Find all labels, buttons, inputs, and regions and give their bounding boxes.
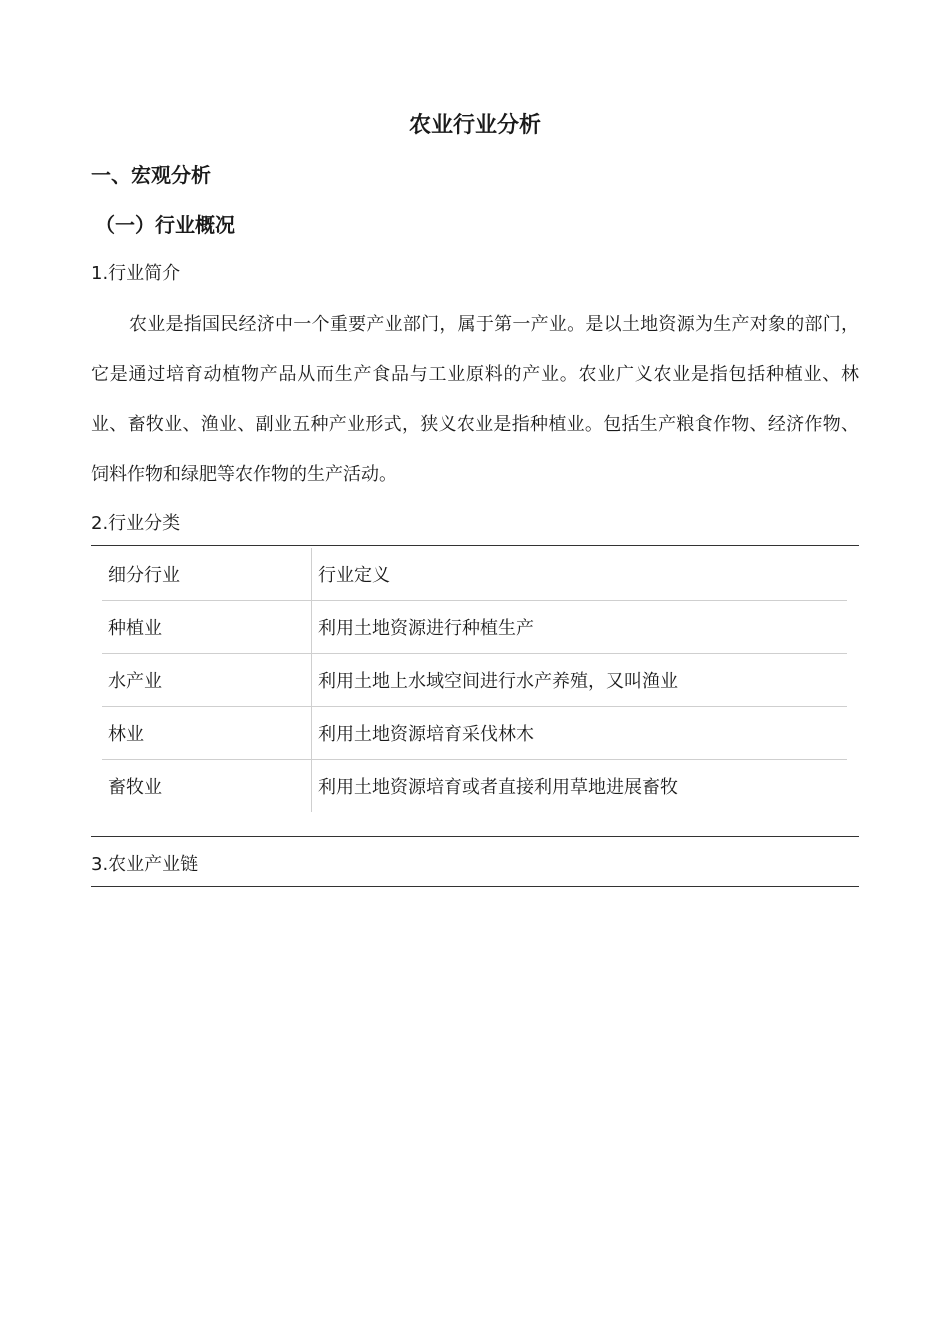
table-bottom-rule (91, 836, 859, 837)
table-top-rule (91, 545, 859, 546)
table-header-row (102, 548, 847, 601)
table-cell-definition: 利用土地上水域空间进行水产养殖，又叫渔业 (312, 654, 848, 707)
table-row (102, 760, 847, 813)
table-cell-industry: 种植业 (102, 601, 312, 654)
table-cell-industry: 畜牧业 (102, 760, 312, 813)
table-row (102, 707, 847, 760)
subsection-heading-overview: （一）行业概况 (95, 213, 235, 237)
table-cell-industry: 林业 (102, 707, 312, 760)
item-heading-intro: 1.行业简介 (91, 263, 181, 284)
intro-paragraph: 农业是指国民经济中一个重要产业部门，属于第一产业。是以土地资源为生产对象的部门，它是通过培育动植物产品从而生产食品与工业原料的产业。农业广义农业是指包括种植业、林业、畜牧业、渔业、副业五种产业形式，狭义农业是指种植业。包括生产粮食作物、经济作物、饲料作物和绿肥等农作物的生产活动。 (91, 314, 859, 485)
item-heading-chain: 3.农业产业链 (91, 854, 199, 875)
table-cell-definition: 利用土地资源培育采伐林木 (312, 707, 848, 760)
section-bottom-rule (91, 886, 859, 887)
table-cell-industry: 水产业 (102, 654, 312, 707)
table-cell-definition: 利用土地资源培育或者直接利用草地进展畜牧 (318, 777, 678, 798)
classification-table (102, 548, 847, 812)
table-header-cell: 细分行业 (102, 548, 312, 601)
table-row (102, 601, 847, 654)
table-cell-definition: 利用土地资源进行种植生产 (312, 601, 848, 654)
item-heading-classification: 2.行业分类 (91, 513, 181, 534)
document-title: 农业行业分析 (408, 113, 541, 138)
section-heading-macro: 一、宏观分析 (91, 163, 211, 187)
table-row (102, 654, 847, 707)
table-header-cell: 行业定义 (312, 548, 848, 601)
